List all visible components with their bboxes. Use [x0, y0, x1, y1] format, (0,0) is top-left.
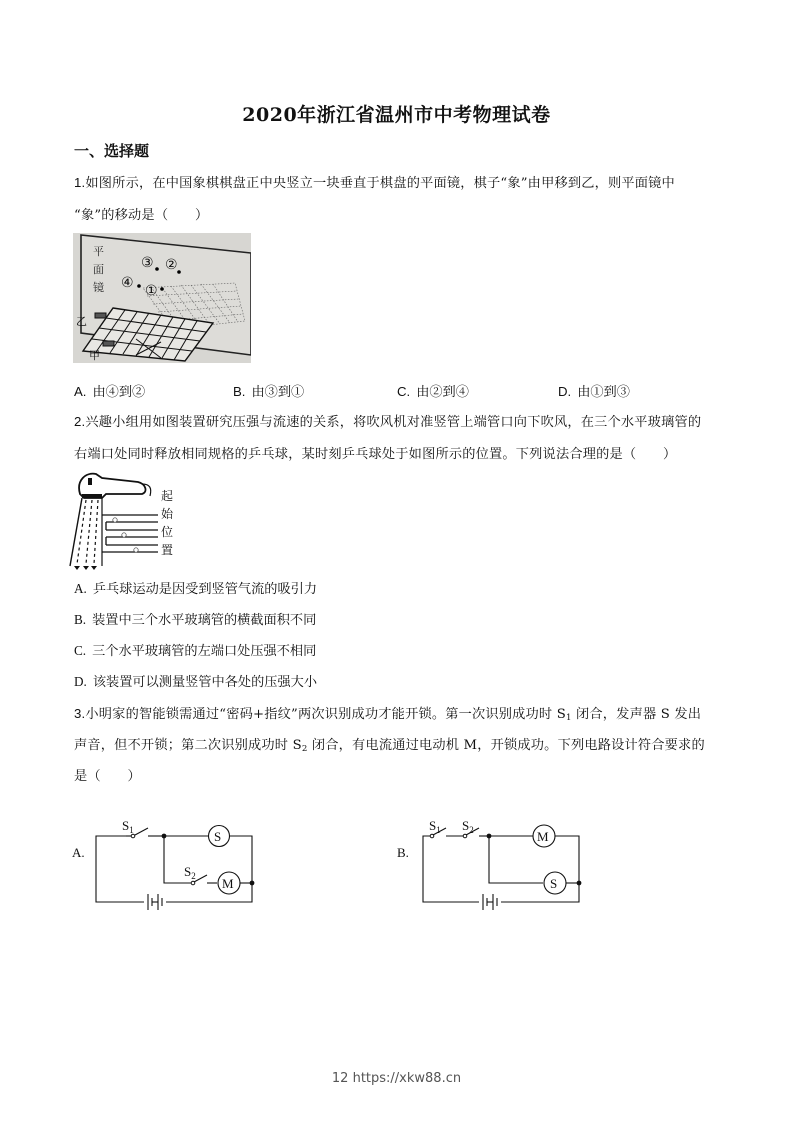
switch-s1-label: $S_1$	[429, 818, 441, 835]
question-1-option-c[interactable]: C. 由②到④	[397, 384, 469, 400]
svg-text:位: 位	[161, 525, 174, 539]
marker-1: ①	[145, 283, 158, 299]
question-2-option-a[interactable]: A. 乒乓球运动是因受到竖管气流的吸引力	[74, 581, 318, 597]
question-2-number: 2.	[74, 414, 86, 429]
switch-s1-label: $S_1$	[122, 818, 134, 835]
marker-3: ③	[141, 255, 154, 271]
mirror-chessboard-illustration	[73, 233, 251, 363]
question-2-figure-hairdryer	[66, 470, 176, 570]
circuit-a-diagram	[66, 790, 266, 915]
component-branch: M	[222, 876, 234, 891]
marker-2: ②	[165, 257, 178, 273]
question-3-option-a-circuit[interactable]	[66, 790, 266, 915]
circuit-b-label: B.	[397, 845, 409, 860]
question-1-number: 1.	[74, 175, 86, 190]
label-jia: 甲	[89, 349, 100, 362]
question-1-option-d[interactable]: D. 由①到③	[558, 384, 630, 400]
question-2-option-c[interactable]: C. 三个水平玻璃管的左端口处压强不相同	[74, 643, 317, 659]
svg-text:面: 面	[93, 263, 104, 276]
question-3-number: 3.	[74, 706, 86, 721]
question-2-option-d[interactable]: D. 该装置可以测量竖管中各处的压强大小	[74, 674, 318, 690]
label-yi: 乙	[76, 315, 87, 328]
question-2-option-b[interactable]: B. 装置中三个水平玻璃管的横截面积不同	[74, 612, 317, 628]
question-3-stem-line-1: 3.小明家的智能锁需通过“密码+指纹”两次识别成功才能开锁。第一次识别成功时 $S_1$ 闭合，发声器 S 发出	[74, 706, 702, 724]
label-start-1: 起	[161, 489, 174, 503]
svg-text:始: 始	[161, 507, 174, 521]
circuit-b-diagram	[391, 790, 591, 915]
question-2-stem-line-2: 右端口处同时释放相同规格的乒乓球，某时刻乒乓球处于如图所示的位置。下列说法合理的是（ ）	[74, 447, 677, 462]
svg-text:镜: 镜	[93, 281, 104, 294]
component-branch: S	[550, 876, 558, 891]
question-1-stem-line-2: “象”的移动是（ ）	[74, 208, 209, 223]
question-1-figure-mirror-chessboard	[73, 233, 251, 363]
switch-s2-label: $S_2$	[184, 864, 196, 881]
page-footer: 12 https://xkw88.cn	[331, 1071, 462, 1086]
question-1-stem-line-1: 1.如图所示，在中国象棋棋盘正中央竖立一块垂直于棋盘的平面镜，棋子“象”由甲移到乙，则平面镜中	[74, 175, 675, 191]
question-3-stem-line-3: 是（ ）	[74, 769, 141, 784]
section-heading: 一、选择题	[74, 142, 150, 160]
component-top: S	[214, 829, 222, 844]
svg-text:置: 置	[161, 543, 174, 557]
switch-s2-label: $S_2$	[462, 818, 474, 835]
question-1-option-a[interactable]: A. 由④到②	[74, 384, 146, 400]
hairdryer-tubes-diagram	[66, 470, 176, 570]
question-1-option-b[interactable]: B. 由③到①	[233, 384, 305, 400]
page-title: 2020年浙江省温州市中考物理试卷	[242, 104, 551, 126]
marker-4: ④	[121, 275, 134, 291]
circuit-a-label: A.	[72, 845, 85, 860]
question-3-option-b-circuit[interactable]	[391, 790, 591, 915]
question-3-stem-line-2: 声音，但不开锁；第二次识别成功时 $S_2$ 闭合，有电流通过电动机 M，开锁成功。下列电路设计符合要求的	[74, 738, 705, 755]
question-2-stem-line-1: 2.兴趣小组用如图装置研究压强与流速的关系，将吹风机对准竖管上端管口向下吹风，在三个水平玻璃管的	[74, 414, 702, 430]
component-top: M	[537, 829, 549, 844]
mirror-label-1: 平	[93, 245, 104, 258]
